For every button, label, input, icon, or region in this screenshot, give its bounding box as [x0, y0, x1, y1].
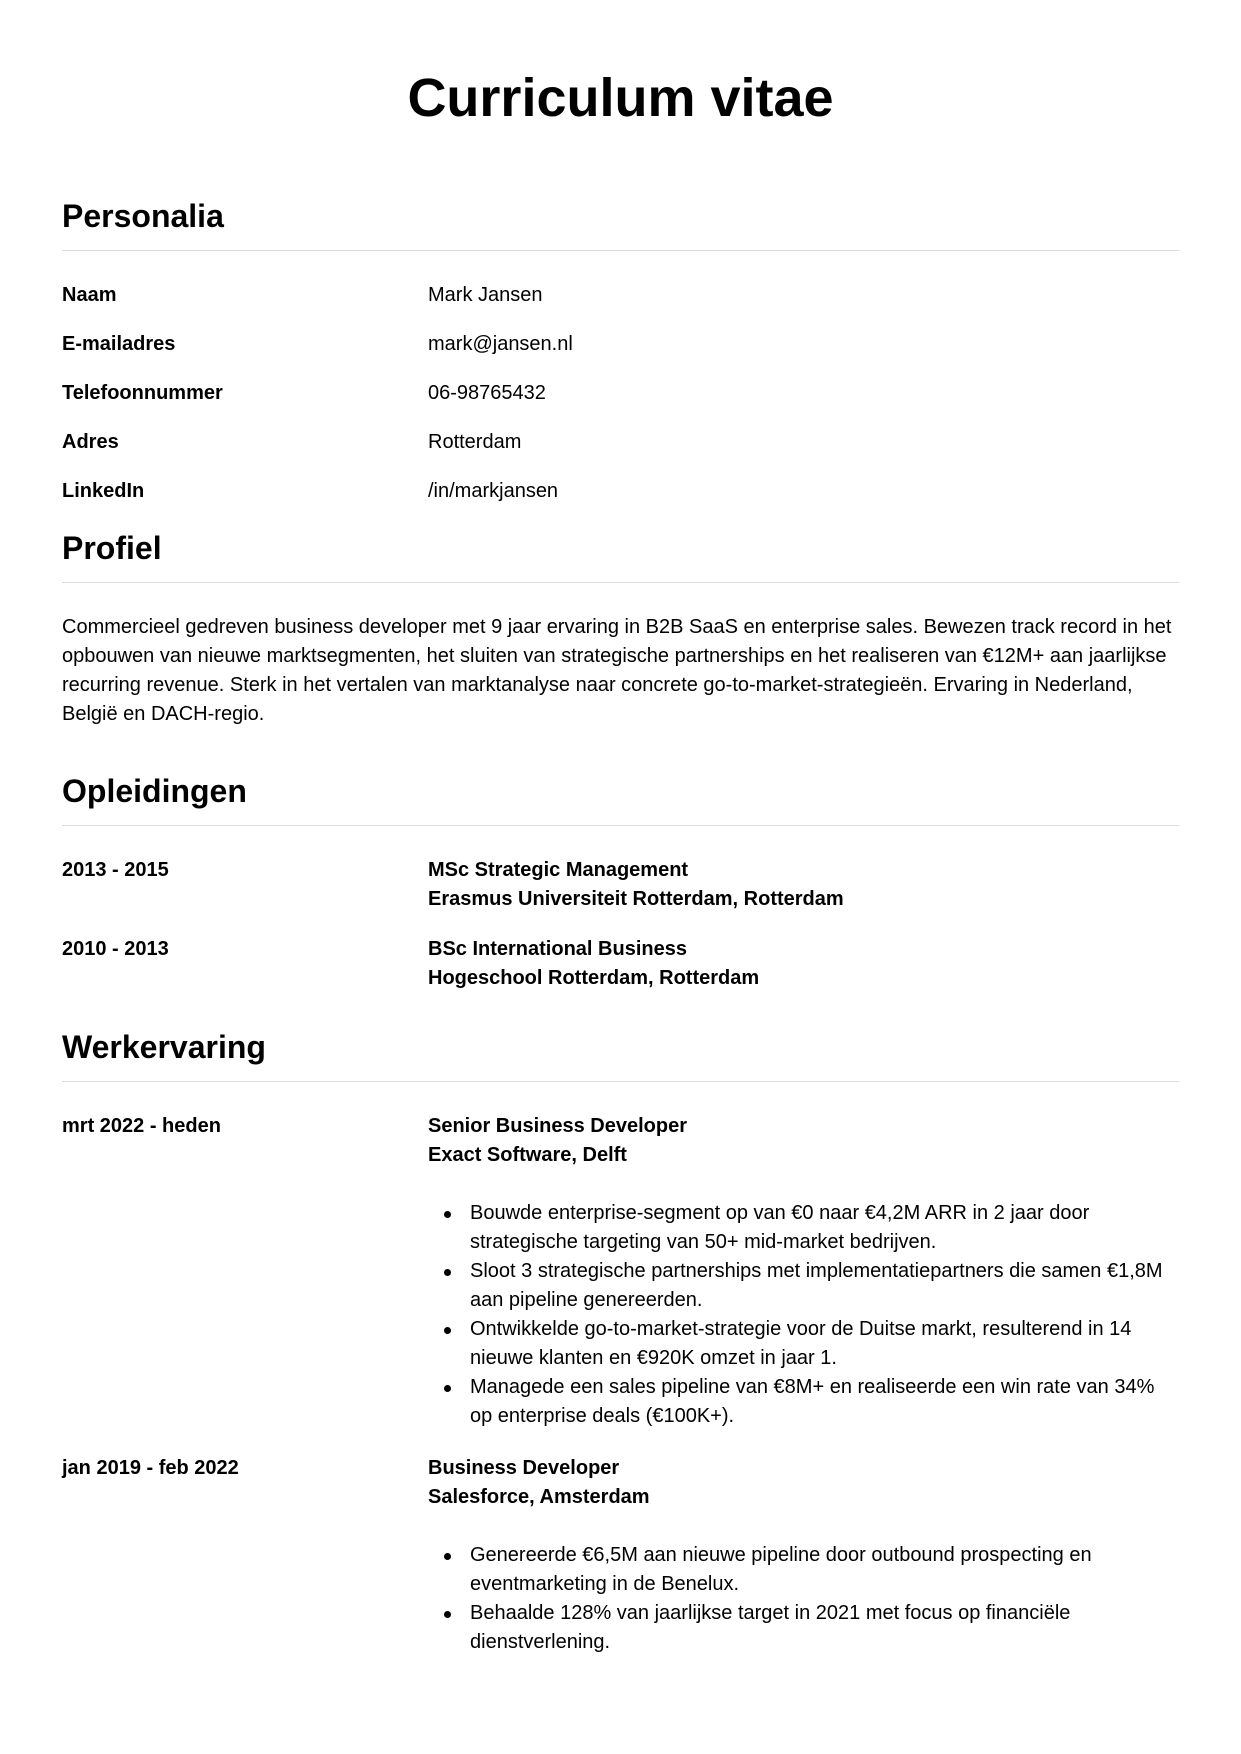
achievement-item: Bouwde enterprise-segment op van €0 naar €4,2M ARR in 2 jaar door strategische targeting van 50+ mid-market bedrijven. [470, 1199, 1179, 1257]
work-employer: Salesforce, Amsterdam [428, 1486, 650, 1508]
field-value: Rotterdam [428, 431, 522, 453]
profile-summary: Commercieel gedreven business developer met 9 jaar ervaring in B2B SaaS en enterprise sales. Bewezen track record in het opbouwen van nieuwe marktsegmenten, het sluiten van strategische partnerships en het realiseren van €12M+ aan jaarlijkse recurring revenue. Sterk in het vertalen van marktanalyse naar concrete go-to-market-strategieën. Ervaring in Nederland, België en DACH-regio. [62, 616, 1172, 725]
field-value: /in/markjansen [428, 480, 559, 502]
section-werkervaring [62, 1025, 1179, 1657]
work-achievements [428, 1541, 1179, 1657]
education-list [62, 856, 1179, 993]
field-label: Telefoonnummer [62, 382, 223, 404]
document-title: Curriculum vitae [407, 68, 834, 128]
education-title: BSc International Business [428, 938, 687, 960]
education-period: 2013 - 2015 [62, 859, 169, 881]
section-opleidingen [62, 769, 1179, 993]
field-label: Adres [62, 431, 119, 453]
achievement-item: Genereerde €6,5M aan nieuwe pipeline door outbound prospecting en eventmarketing in de Benelux. [470, 1541, 1179, 1599]
work-details [428, 1454, 1179, 1657]
work-entry [62, 1112, 1179, 1431]
education-period: 2010 - 2013 [62, 938, 169, 960]
section-personalia [62, 194, 1179, 506]
work-details [428, 1112, 1179, 1431]
education-details [428, 856, 1179, 914]
field-label: LinkedIn [62, 480, 145, 502]
section-heading-profiel: Profiel [62, 526, 1179, 583]
work-job-title: Business Developer [428, 1457, 620, 1479]
field-value: Mark Jansen [428, 284, 543, 306]
section-heading-personalia: Personalia [62, 194, 1179, 251]
field-label: E-mailadres [62, 333, 176, 355]
work-job-title: Senior Business Developer [428, 1115, 687, 1137]
field-label: Naam [62, 284, 117, 306]
section-heading-opleidingen: Opleidingen [62, 769, 1179, 826]
achievement-item: Managede een sales pipeline van €8M+ en realiseerde een win rate van 34% op enterprise deals (€100K+). [470, 1373, 1179, 1431]
work-employer: Exact Software, Delft [428, 1144, 627, 1166]
personalia-row-adres [62, 428, 1179, 457]
personalia-list [62, 281, 1179, 506]
education-entry [62, 856, 1179, 914]
field-value: 06-98765432 [428, 382, 546, 404]
achievement-item: Sloot 3 strategische partnerships met implementatiepartners die samen €1,8M aan pipeline genereerden. [470, 1257, 1179, 1315]
achievement-item: Behaalde 128% van jaarlijkse target in 2021 met focus op financiële dienstverlening. [470, 1599, 1179, 1657]
work-period: mrt 2022 - heden [62, 1115, 221, 1137]
work-achievements [428, 1199, 1179, 1431]
personalia-row-linkedin [62, 477, 1179, 506]
education-institution: Hogeschool Rotterdam, Rotterdam [428, 967, 760, 989]
personalia-row-naam [62, 281, 1179, 310]
education-title: MSc Strategic Management [428, 859, 689, 881]
work-entry [62, 1454, 1179, 1657]
work-list [62, 1112, 1179, 1657]
education-details [428, 935, 1179, 993]
work-period: jan 2019 - feb 2022 [62, 1457, 239, 1479]
section-profiel [62, 526, 1179, 729]
achievement-item: Ontwikkelde go-to-market-strategie voor de Duitse markt, resulterend in 14 nieuwe klanten en €920K omzet in jaar 1. [470, 1315, 1179, 1373]
personalia-row-telefoon [62, 379, 1179, 408]
personalia-row-email [62, 330, 1179, 359]
education-institution: Erasmus Universiteit Rotterdam, Rotterdam [428, 888, 844, 910]
field-value: mark@jansen.nl [428, 333, 573, 355]
section-heading-werkervaring: Werkervaring [62, 1025, 1179, 1082]
education-entry [62, 935, 1179, 993]
